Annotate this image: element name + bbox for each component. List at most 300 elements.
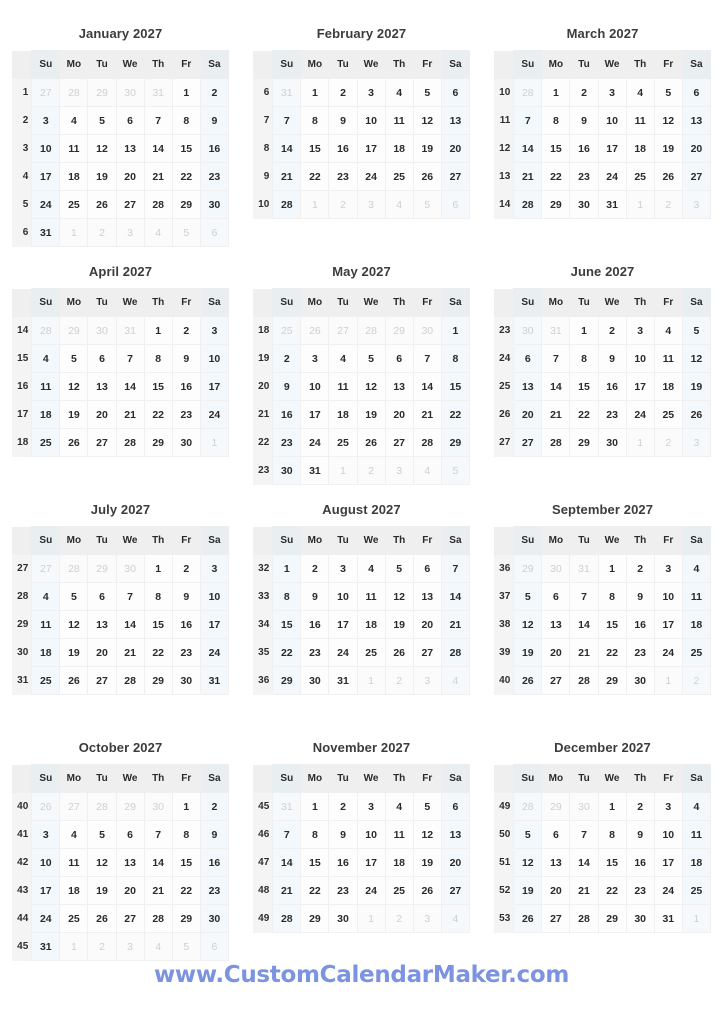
day-cell[interactable]: 30 [329,905,357,933]
day-cell[interactable]: 10 [200,583,228,611]
day-cell[interactable]: 10 [598,107,626,135]
day-cell-adjacent-month[interactable]: 28 [32,317,60,345]
day-cell[interactable]: 27 [413,639,441,667]
day-cell[interactable]: 20 [116,877,144,905]
day-cell[interactable]: 30 [301,667,329,695]
day-cell[interactable]: 12 [88,849,116,877]
day-cell[interactable]: 17 [626,373,654,401]
day-cell[interactable]: 28 [273,905,301,933]
day-cell[interactable]: 10 [301,373,329,401]
day-cell[interactable]: 17 [301,401,329,429]
day-cell[interactable]: 30 [172,429,200,457]
day-cell[interactable]: 9 [329,821,357,849]
day-cell[interactable]: 14 [441,583,469,611]
day-cell[interactable]: 23 [200,877,228,905]
day-cell-adjacent-month[interactable]: 1 [60,933,88,961]
day-cell-adjacent-month[interactable]: 30 [413,317,441,345]
day-cell[interactable]: 29 [144,429,172,457]
day-cell[interactable]: 21 [542,401,570,429]
day-cell[interactable]: 19 [88,163,116,191]
day-cell[interactable]: 20 [514,401,542,429]
day-cell[interactable]: 11 [60,849,88,877]
day-cell[interactable]: 19 [514,639,542,667]
day-cell[interactable]: 3 [654,555,682,583]
day-cell[interactable]: 16 [626,849,654,877]
day-cell-adjacent-month[interactable]: 3 [116,219,144,247]
day-cell[interactable]: 19 [60,639,88,667]
day-cell[interactable]: 2 [200,793,228,821]
day-cell[interactable]: 6 [413,555,441,583]
day-cell[interactable]: 14 [144,849,172,877]
day-cell[interactable]: 12 [682,345,710,373]
day-cell[interactable]: 22 [570,401,598,429]
day-cell[interactable]: 11 [385,107,413,135]
day-cell-adjacent-month[interactable]: 2 [357,457,385,485]
day-cell[interactable]: 3 [32,821,60,849]
day-cell[interactable]: 13 [441,107,469,135]
day-cell[interactable]: 22 [172,163,200,191]
day-cell[interactable]: 14 [542,373,570,401]
day-cell[interactable]: 15 [542,135,570,163]
day-cell[interactable]: 20 [441,849,469,877]
day-cell-adjacent-month[interactable]: 5 [172,219,200,247]
day-cell[interactable]: 17 [357,135,385,163]
day-cell[interactable]: 10 [200,345,228,373]
day-cell[interactable]: 8 [301,821,329,849]
day-cell[interactable]: 28 [144,905,172,933]
day-cell[interactable]: 11 [32,373,60,401]
day-cell[interactable]: 3 [654,793,682,821]
day-cell[interactable]: 8 [441,345,469,373]
day-cell-adjacent-month[interactable]: 29 [116,793,144,821]
day-cell[interactable]: 31 [654,905,682,933]
day-cell-adjacent-month[interactable]: 5 [413,191,441,219]
day-cell[interactable]: 15 [598,849,626,877]
day-cell[interactable]: 20 [413,611,441,639]
day-cell-adjacent-month[interactable]: 4 [441,667,469,695]
day-cell-adjacent-month[interactable]: 4 [144,219,172,247]
day-cell[interactable]: 11 [385,821,413,849]
day-cell[interactable]: 6 [441,79,469,107]
day-cell[interactable]: 3 [598,79,626,107]
day-cell[interactable]: 6 [441,793,469,821]
day-cell[interactable]: 31 [301,457,329,485]
day-cell[interactable]: 11 [682,821,710,849]
day-cell-adjacent-month[interactable]: 3 [413,905,441,933]
day-cell[interactable]: 12 [654,107,682,135]
day-cell[interactable]: 30 [172,667,200,695]
day-cell[interactable]: 11 [32,611,60,639]
day-cell[interactable]: 5 [514,583,542,611]
day-cell[interactable]: 8 [144,583,172,611]
day-cell[interactable]: 9 [570,107,598,135]
day-cell[interactable]: 9 [172,583,200,611]
day-cell[interactable]: 26 [514,667,542,695]
day-cell[interactable]: 2 [598,317,626,345]
day-cell[interactable]: 8 [144,345,172,373]
day-cell[interactable]: 22 [441,401,469,429]
day-cell[interactable]: 25 [32,667,60,695]
day-cell[interactable]: 19 [682,373,710,401]
day-cell[interactable]: 29 [172,905,200,933]
day-cell-adjacent-month[interactable]: 29 [88,555,116,583]
day-cell[interactable]: 24 [357,877,385,905]
day-cell[interactable]: 30 [200,191,228,219]
day-cell[interactable]: 22 [144,639,172,667]
day-cell[interactable]: 17 [357,849,385,877]
day-cell-adjacent-month[interactable]: 27 [60,793,88,821]
day-cell[interactable]: 24 [626,401,654,429]
day-cell[interactable]: 30 [626,667,654,695]
day-cell[interactable]: 22 [598,639,626,667]
day-cell-adjacent-month[interactable]: 28 [60,555,88,583]
day-cell[interactable]: 5 [60,583,88,611]
site-link[interactable]: www.CustomCalendarMaker.com [153,962,570,988]
day-cell[interactable]: 13 [514,373,542,401]
day-cell[interactable]: 14 [144,135,172,163]
day-cell-adjacent-month[interactable]: 4 [441,905,469,933]
day-cell-adjacent-month[interactable]: 29 [514,555,542,583]
day-cell-adjacent-month[interactable]: 28 [60,79,88,107]
day-cell[interactable]: 14 [116,611,144,639]
day-cell-adjacent-month[interactable]: 1 [329,457,357,485]
day-cell[interactable]: 12 [514,611,542,639]
day-cell[interactable]: 16 [626,611,654,639]
day-cell[interactable]: 20 [116,163,144,191]
day-cell[interactable]: 16 [598,373,626,401]
day-cell[interactable]: 30 [273,457,301,485]
day-cell[interactable]: 2 [273,345,301,373]
day-cell[interactable]: 28 [441,639,469,667]
day-cell[interactable]: 4 [682,555,710,583]
day-cell[interactable]: 21 [144,163,172,191]
day-cell[interactable]: 4 [654,317,682,345]
day-cell[interactable]: 17 [654,849,682,877]
day-cell[interactable]: 20 [682,135,710,163]
day-cell[interactable]: 13 [88,373,116,401]
day-cell[interactable]: 15 [570,373,598,401]
day-cell-adjacent-month[interactable]: 28 [514,79,542,107]
day-cell[interactable]: 25 [60,191,88,219]
day-cell[interactable]: 1 [172,79,200,107]
day-cell[interactable]: 15 [273,611,301,639]
day-cell[interactable]: 12 [357,373,385,401]
day-cell[interactable]: 5 [385,555,413,583]
day-cell[interactable]: 11 [626,107,654,135]
day-cell-adjacent-month[interactable]: 30 [542,555,570,583]
day-cell[interactable]: 17 [329,611,357,639]
day-cell[interactable]: 18 [385,849,413,877]
day-cell[interactable]: 4 [329,345,357,373]
day-cell[interactable]: 12 [413,821,441,849]
day-cell[interactable]: 22 [273,639,301,667]
day-cell[interactable]: 2 [200,79,228,107]
day-cell[interactable]: 18 [32,639,60,667]
day-cell-adjacent-month[interactable]: 31 [116,317,144,345]
day-cell[interactable]: 18 [60,163,88,191]
day-cell[interactable]: 13 [441,821,469,849]
day-cell[interactable]: 3 [200,317,228,345]
day-cell[interactable]: 9 [273,373,301,401]
day-cell[interactable]: 10 [654,583,682,611]
day-cell[interactable]: 23 [172,639,200,667]
day-cell[interactable]: 7 [273,821,301,849]
day-cell[interactable]: 12 [514,849,542,877]
day-cell[interactable]: 25 [385,163,413,191]
day-cell[interactable]: 27 [682,163,710,191]
day-cell-adjacent-month[interactable]: 29 [60,317,88,345]
day-cell[interactable]: 5 [60,345,88,373]
day-cell-adjacent-month[interactable]: 2 [329,191,357,219]
day-cell[interactable]: 18 [626,135,654,163]
day-cell[interactable]: 2 [329,793,357,821]
day-cell[interactable]: 29 [570,429,598,457]
day-cell[interactable]: 3 [357,793,385,821]
day-cell[interactable]: 13 [385,373,413,401]
day-cell[interactable]: 31 [200,667,228,695]
day-cell-adjacent-month[interactable]: 30 [116,79,144,107]
day-cell[interactable]: 8 [598,821,626,849]
day-cell[interactable]: 21 [116,639,144,667]
day-cell[interactable]: 24 [32,191,60,219]
day-cell[interactable]: 29 [441,429,469,457]
day-cell[interactable]: 14 [570,849,598,877]
day-cell[interactable]: 13 [116,849,144,877]
day-cell[interactable]: 12 [88,135,116,163]
day-cell[interactable]: 25 [60,905,88,933]
day-cell[interactable]: 19 [385,611,413,639]
day-cell[interactable]: 24 [654,639,682,667]
day-cell[interactable]: 26 [88,191,116,219]
day-cell[interactable]: 25 [329,429,357,457]
day-cell-adjacent-month[interactable]: 30 [88,317,116,345]
day-cell[interactable]: 28 [413,429,441,457]
day-cell[interactable]: 21 [570,639,598,667]
day-cell[interactable]: 24 [200,401,228,429]
day-cell[interactable]: 6 [682,79,710,107]
day-cell[interactable]: 15 [172,135,200,163]
day-cell-adjacent-month[interactable]: 3 [682,429,710,457]
day-cell[interactable]: 23 [273,429,301,457]
day-cell[interactable]: 20 [441,135,469,163]
day-cell-adjacent-month[interactable]: 4 [413,457,441,485]
day-cell[interactable]: 27 [116,905,144,933]
day-cell[interactable]: 18 [682,611,710,639]
day-cell[interactable]: 27 [385,429,413,457]
day-cell[interactable]: 14 [116,373,144,401]
day-cell[interactable]: 28 [514,191,542,219]
day-cell[interactable]: 19 [413,135,441,163]
day-cell[interactable]: 15 [598,611,626,639]
day-cell[interactable]: 29 [273,667,301,695]
day-cell[interactable]: 23 [570,163,598,191]
day-cell[interactable]: 30 [598,429,626,457]
day-cell[interactable]: 2 [172,555,200,583]
day-cell[interactable]: 26 [682,401,710,429]
day-cell[interactable]: 21 [570,877,598,905]
day-cell[interactable]: 18 [32,401,60,429]
day-cell[interactable]: 20 [542,639,570,667]
day-cell[interactable]: 23 [329,877,357,905]
day-cell[interactable]: 6 [116,107,144,135]
day-cell[interactable]: 16 [172,611,200,639]
day-cell[interactable]: 23 [200,163,228,191]
day-cell[interactable]: 4 [385,793,413,821]
day-cell[interactable]: 16 [172,373,200,401]
day-cell[interactable]: 2 [329,79,357,107]
day-cell-adjacent-month[interactable]: 4 [144,933,172,961]
day-cell[interactable]: 10 [357,107,385,135]
day-cell[interactable]: 4 [60,821,88,849]
day-cell[interactable]: 23 [301,639,329,667]
day-cell[interactable]: 26 [654,163,682,191]
day-cell[interactable]: 4 [385,79,413,107]
day-cell[interactable]: 4 [682,793,710,821]
day-cell-adjacent-month[interactable]: 25 [273,317,301,345]
day-cell[interactable]: 7 [570,821,598,849]
day-cell[interactable]: 3 [626,317,654,345]
day-cell-adjacent-month[interactable]: 2 [385,905,413,933]
day-cell[interactable]: 7 [441,555,469,583]
day-cell[interactable]: 11 [682,583,710,611]
day-cell[interactable]: 1 [301,793,329,821]
day-cell[interactable]: 15 [144,373,172,401]
day-cell[interactable]: 4 [32,345,60,373]
day-cell-adjacent-month[interactable]: 28 [357,317,385,345]
day-cell-adjacent-month[interactable]: 31 [273,793,301,821]
day-cell-adjacent-month[interactable]: 2 [385,667,413,695]
day-cell[interactable]: 28 [116,429,144,457]
day-cell-adjacent-month[interactable]: 30 [144,793,172,821]
day-cell[interactable]: 9 [598,345,626,373]
day-cell[interactable]: 24 [329,639,357,667]
day-cell[interactable]: 13 [682,107,710,135]
day-cell[interactable]: 26 [60,429,88,457]
day-cell-adjacent-month[interactable]: 1 [357,667,385,695]
day-cell[interactable]: 21 [273,163,301,191]
day-cell[interactable]: 9 [200,821,228,849]
day-cell[interactable]: 25 [357,639,385,667]
day-cell[interactable]: 14 [273,849,301,877]
day-cell[interactable]: 25 [654,401,682,429]
day-cell[interactable]: 5 [514,821,542,849]
day-cell-adjacent-month[interactable]: 3 [116,933,144,961]
day-cell[interactable]: 29 [301,905,329,933]
day-cell-adjacent-month[interactable]: 3 [413,667,441,695]
day-cell[interactable]: 19 [654,135,682,163]
day-cell-adjacent-month[interactable]: 30 [570,793,598,821]
day-cell[interactable]: 7 [413,345,441,373]
day-cell[interactable]: 11 [654,345,682,373]
day-cell[interactable]: 17 [32,877,60,905]
day-cell[interactable]: 1 [301,79,329,107]
day-cell[interactable]: 23 [626,877,654,905]
day-cell-adjacent-month[interactable]: 2 [682,667,710,695]
day-cell-adjacent-month[interactable]: 26 [32,793,60,821]
day-cell[interactable]: 26 [413,877,441,905]
day-cell[interactable]: 27 [116,191,144,219]
day-cell-adjacent-month[interactable]: 30 [514,317,542,345]
day-cell[interactable]: 10 [654,821,682,849]
day-cell-adjacent-month[interactable]: 28 [88,793,116,821]
day-cell-adjacent-month[interactable]: 5 [172,933,200,961]
day-cell[interactable]: 7 [144,107,172,135]
day-cell[interactable]: 31 [32,219,60,247]
day-cell-adjacent-month[interactable]: 27 [32,555,60,583]
day-cell[interactable]: 24 [301,429,329,457]
day-cell[interactable]: 16 [301,611,329,639]
day-cell[interactable]: 22 [301,877,329,905]
day-cell[interactable]: 29 [598,905,626,933]
day-cell[interactable]: 8 [172,107,200,135]
day-cell[interactable]: 19 [60,401,88,429]
day-cell[interactable]: 25 [385,877,413,905]
day-cell[interactable]: 18 [60,877,88,905]
day-cell-adjacent-month[interactable]: 2 [88,933,116,961]
day-cell[interactable]: 7 [514,107,542,135]
day-cell[interactable]: 8 [273,583,301,611]
day-cell[interactable]: 19 [413,849,441,877]
day-cell[interactable]: 7 [570,583,598,611]
day-cell[interactable]: 15 [144,611,172,639]
day-cell[interactable]: 31 [32,933,60,961]
day-cell[interactable]: 15 [441,373,469,401]
day-cell[interactable]: 12 [413,107,441,135]
day-cell-adjacent-month[interactable]: 29 [88,79,116,107]
day-cell[interactable]: 11 [357,583,385,611]
day-cell[interactable]: 30 [200,905,228,933]
day-cell[interactable]: 21 [116,401,144,429]
day-cell[interactable]: 21 [413,401,441,429]
day-cell[interactable]: 7 [116,345,144,373]
day-cell[interactable]: 3 [32,107,60,135]
day-cell[interactable]: 24 [598,163,626,191]
day-cell[interactable]: 19 [357,401,385,429]
day-cell-adjacent-month[interactable]: 2 [654,191,682,219]
day-cell[interactable]: 6 [116,821,144,849]
day-cell-adjacent-month[interactable]: 6 [441,191,469,219]
day-cell[interactable]: 29 [172,191,200,219]
day-cell-adjacent-month[interactable]: 29 [542,793,570,821]
day-cell-adjacent-month[interactable]: 1 [60,219,88,247]
day-cell[interactable]: 24 [200,639,228,667]
day-cell[interactable]: 10 [329,583,357,611]
day-cell[interactable]: 28 [144,191,172,219]
day-cell[interactable]: 22 [542,163,570,191]
day-cell[interactable]: 29 [542,191,570,219]
day-cell-adjacent-month[interactable]: 6 [200,933,228,961]
day-cell-adjacent-month[interactable]: 26 [301,317,329,345]
day-cell[interactable]: 6 [385,345,413,373]
day-cell[interactable]: 14 [413,373,441,401]
day-cell[interactable]: 5 [413,79,441,107]
day-cell[interactable]: 30 [626,905,654,933]
day-cell-adjacent-month[interactable]: 1 [301,191,329,219]
day-cell[interactable]: 7 [144,821,172,849]
day-cell[interactable]: 20 [88,639,116,667]
day-cell-adjacent-month[interactable]: 31 [570,555,598,583]
day-cell[interactable]: 2 [570,79,598,107]
day-cell-adjacent-month[interactable]: 2 [654,429,682,457]
day-cell[interactable]: 6 [514,345,542,373]
day-cell[interactable]: 4 [626,79,654,107]
day-cell[interactable]: 8 [598,583,626,611]
day-cell[interactable]: 8 [301,107,329,135]
day-cell[interactable]: 4 [357,555,385,583]
day-cell-adjacent-month[interactable]: 5 [441,457,469,485]
day-cell[interactable]: 1 [598,793,626,821]
day-cell[interactable]: 1 [144,555,172,583]
